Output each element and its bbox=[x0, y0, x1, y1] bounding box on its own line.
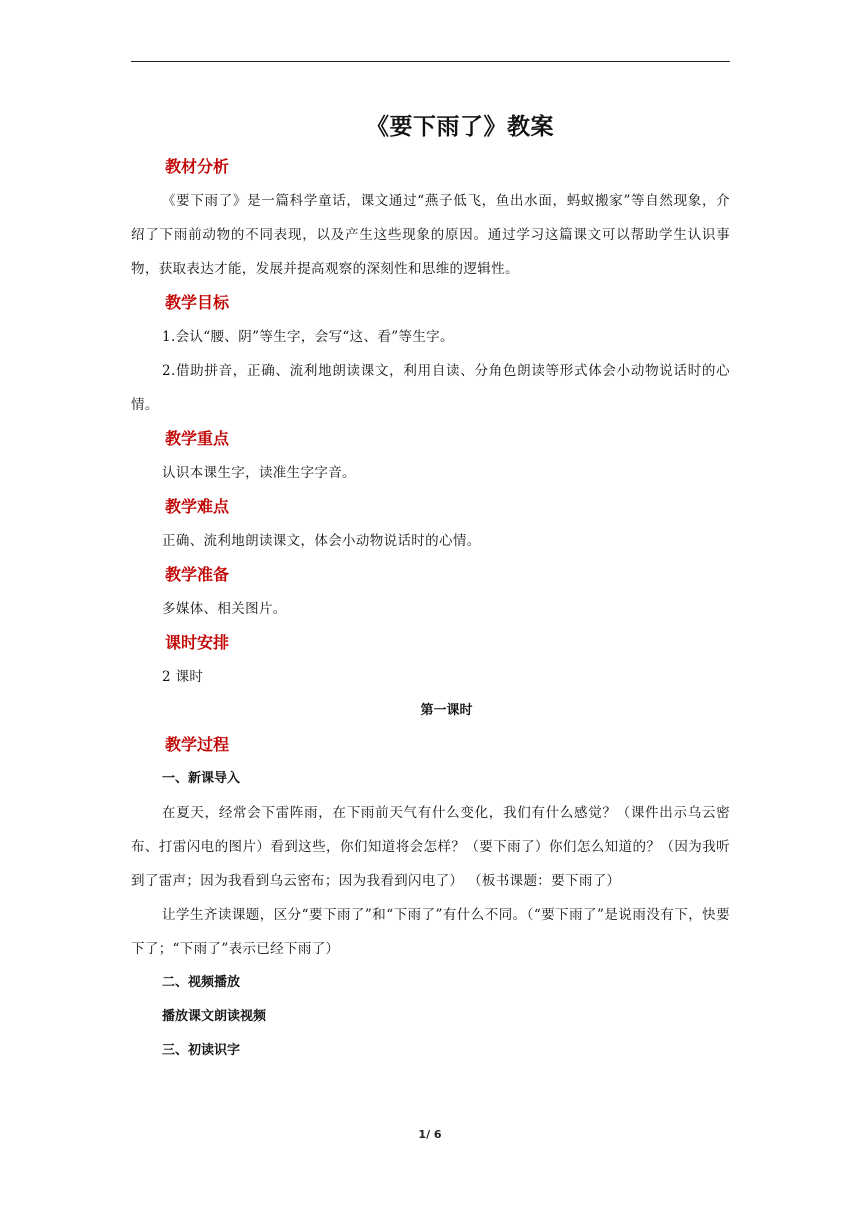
section-heading-schedule: 课时安排 bbox=[165, 633, 230, 652]
section-heading-process: 教学过程 bbox=[165, 735, 230, 754]
header-divider bbox=[131, 61, 730, 62]
page-number: 1/ 6 bbox=[418, 1128, 442, 1141]
section-heading-analysis: 教材分析 bbox=[165, 157, 230, 176]
goal-item-1: 1.会认“腰、阴”等生字，会写“这、看”等生字。 bbox=[162, 329, 454, 345]
process-step-3: 三、初读识字 bbox=[162, 1043, 241, 1058]
document-body bbox=[131, 150, 730, 1068]
process-step-2: 二、视频播放 bbox=[162, 975, 241, 990]
preparation-text: 多媒体、相关图片。 bbox=[162, 601, 287, 617]
process-step-2-subitem: 播放课文朗读视频 bbox=[162, 1009, 267, 1024]
analysis-paragraph: 《要下雨了》是一篇科学童话，课文通过“燕子低飞，鱼出水面，蚂蚁搬家”等自然现象，介绍了下雨前动物的不同表现，以及产生这些现象的原因。通过学习这篇课文可以帮助学生认识事物，获取表达才能，发展并提高观察的深刻性和思维的逻辑性。 bbox=[131, 193, 730, 277]
difficulties-text: 正确、流利地朗读课文，体会小动物说话时的心情。 bbox=[162, 533, 481, 549]
section-heading-preparation: 教学准备 bbox=[165, 565, 230, 584]
section-heading-goals: 教学目标 bbox=[165, 293, 230, 312]
lesson-label: 第一课时 bbox=[420, 703, 473, 718]
goal-item-2: 2.借助拼音，正确、流利地朗读课文，利用自读、分角色朗读等形式体会小动物说话时的心情。 bbox=[131, 363, 730, 413]
process-step-1: 一、新课导入 bbox=[162, 771, 241, 786]
section-heading-key-points: 教学重点 bbox=[165, 429, 230, 448]
process-step-1-paragraph-2: 让学生齐读课题，区分“要下雨了”和“下雨了”有什么不同。（“要下雨了”是说雨没有下，快要下了；“下雨了”表示已经下雨了） bbox=[131, 907, 730, 957]
key-points-text: 认识本课生字，读准生字字音。 bbox=[162, 465, 356, 481]
process-step-1-paragraph-1: 在夏天，经常会下雷阵雨，在下雨前天气有什么变化，我们有什么感觉？（课件出示乌云密布、打雷闪电的图片）看到这些，你们知道将会怎样？（要下雨了）你们怎么知道的？（因为我听到了雷声；因为我看到乌云密布；因为我看到闪电了） （板书课题：要下雨了） bbox=[131, 805, 730, 889]
section-heading-difficulties: 教学难点 bbox=[165, 497, 230, 516]
document-title: 《要下雨了》教案 bbox=[366, 114, 554, 140]
schedule-text: 2 课时 bbox=[162, 669, 204, 685]
